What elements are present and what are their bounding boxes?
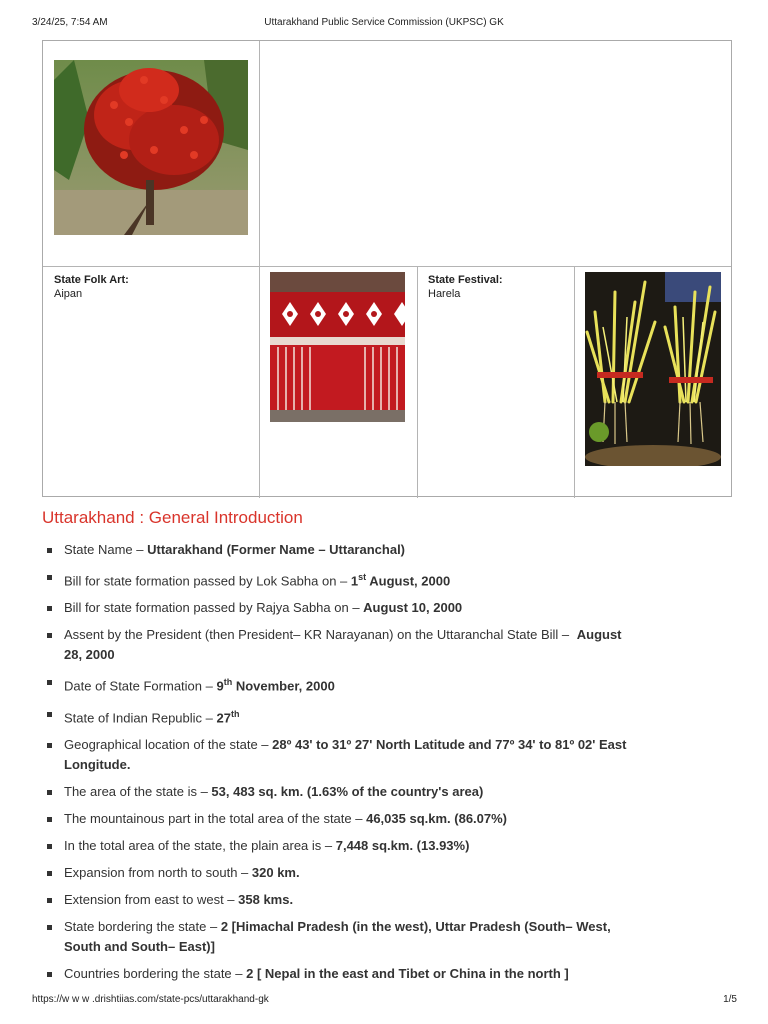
list-item: In the total area of the state, the plain area is – 7,448 sq.km. (13.93%)	[42, 836, 642, 856]
folk-art-image	[270, 272, 405, 422]
row-divider	[43, 266, 731, 267]
list-item: State Name – Uttarakhand (Former Name – Uttaranchal)	[42, 540, 642, 560]
list-item: Bill for state formation passed by Lok Sabha on – 1st August, 2000	[42, 567, 642, 591]
list-item: The mountainous part in the total area of the state – 46,035 sq.km. (86.07%)	[42, 809, 642, 829]
list-item: Geographical location of the state – 28º 43' to 31º 27' North Latitude and 77º 34' to 81º 02' East Longitude.	[42, 735, 634, 775]
list-item: Expansion from north to south – 320 km.	[42, 863, 642, 883]
print-datetime: 3/24/25, 7:54 AM	[32, 17, 108, 28]
symbols-table	[42, 40, 732, 497]
facts-list	[42, 540, 642, 984]
column-divider	[574, 266, 575, 498]
state-tree-image	[54, 60, 248, 235]
list-item: State bordering the state – 2 [Himachal Pradesh (in the west), Uttar Pradesh (South– West, South and South– East)]	[42, 917, 634, 957]
page-title: Uttarakhand Public Service Commission (UKPSC) GK	[264, 17, 504, 28]
folk-art-label: State Folk Art:	[54, 274, 129, 286]
list-item: The area of the state is – 53, 483 sq. km. (1.63% of the country's area)	[42, 782, 642, 802]
page-url[interactable]: https://w w w .drishtiias.com/state-pcs/uttarakhand-gk	[32, 994, 269, 1005]
list-item: State of Indian Republic – 27th	[42, 704, 642, 728]
aipan-art-picture	[270, 272, 405, 422]
column-divider	[259, 41, 260, 498]
list-item: Countries bordering the state – 2 [ Nepal in the east and Tibet or China in the north ]	[42, 964, 642, 984]
folk-art-cell	[54, 273, 129, 301]
festival-label: State Festival:	[428, 274, 503, 286]
rhododendron-tree-picture	[54, 60, 248, 235]
harela-sprouts-picture	[585, 272, 721, 466]
page-number: 1/5	[723, 994, 737, 1005]
festival-image	[585, 272, 721, 466]
list-item: Date of State Formation – 9th November, 2000	[42, 672, 642, 696]
list-item: Assent by the President (then President– KR Narayanan) on the Uttaranchal State Bill – August 28, 2000	[42, 625, 624, 665]
section-title: Uttarakhand : General Introduction	[42, 508, 303, 527]
list-item: Extension from east to west – 358 kms.	[42, 890, 642, 910]
list-item: Bill for state formation passed by Rajya Sabha on – August 10, 2000	[42, 598, 642, 618]
festival-value: Harela	[428, 288, 461, 300]
festival-cell	[428, 273, 503, 301]
column-divider	[417, 266, 418, 498]
folk-art-value: Aipan	[54, 288, 83, 300]
